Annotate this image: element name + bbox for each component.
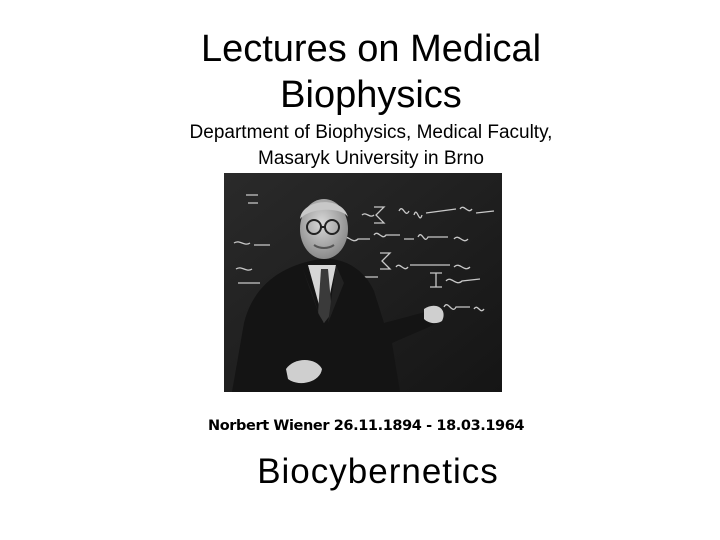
topic-heading: Biocybernetics: [257, 452, 499, 491]
slide-subtitle: [0, 120, 720, 172]
photo-caption: Norbert Wiener 26.11.1894 - 18.03.1964: [208, 418, 525, 434]
title-line-1: Lectures on Medical: [200, 28, 542, 70]
slide-title: [0, 26, 720, 118]
title-line-2: Biophysics: [280, 74, 462, 116]
subtitle-line-1: Department of Biophysics, Medical Faculty,: [189, 122, 553, 143]
lecturer-photo: [224, 173, 502, 392]
subtitle-line-2: Masaryk University in Brno: [258, 148, 484, 169]
lecturer-photo-graphic: [224, 173, 502, 392]
